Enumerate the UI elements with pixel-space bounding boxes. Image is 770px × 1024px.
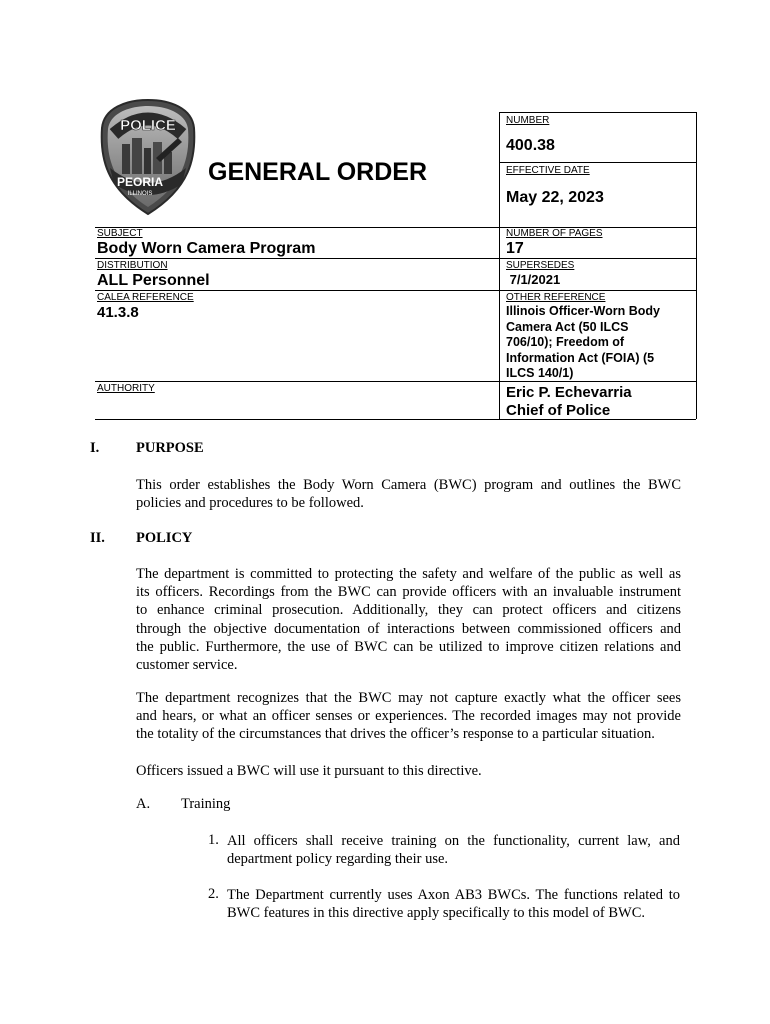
subsection-heading-training: Training (181, 796, 231, 812)
document-title: GENERAL ORDER (208, 158, 428, 186)
section-heading-policy: POLICY (136, 530, 193, 546)
supersedes-label: SUPERSEDES (506, 260, 575, 271)
effective-date: May 22, 2023 (506, 189, 604, 206)
distribution-value: ALL Personnel (97, 272, 210, 289)
police-badge-icon (100, 98, 196, 216)
section-heading-purpose: PURPOSE (136, 440, 204, 456)
other-reference: Illinois Officer-Worn Body Camera Act (50 ILCS 706/10); Freedom of Information Act (FOIA) (5 ILCS 140/1) (506, 304, 660, 380)
pages-count: 17 (506, 240, 524, 257)
supersedes-date: 7/1/2021 (506, 272, 561, 287)
subject-value: Body Worn Camera Program (97, 240, 316, 257)
subsection-number: A. (136, 796, 151, 812)
policy-paragraph-1: The department is committed to protecting the safety and welfare of the public as well as its officers. Recordings from the BWC can provide officers with an invaluable instrument to enhance criminal prosecution. Additionally, they can protect officers and citizens through the objective documentation of interactions between commissioned officers and the public. Furthermore, the use of BWC can be utilized to improve citizen relations and customer service. (136, 566, 681, 674)
effective-date-label: EFFECTIVE DATE (506, 165, 590, 176)
section-number: II. (90, 530, 105, 546)
policy-paragraph-3: Officers issued a BWC will use it pursuant to this directive. (136, 763, 482, 779)
other-reference-label: OTHER REFERENCE (506, 292, 606, 303)
purpose-paragraph: This order establishes the Body Worn Camera (BWC) program and outlines the BWC policies and procedures to be followed. (136, 477, 681, 512)
table-border-top (499, 112, 696, 113)
calea-value: 41.3.8 (97, 304, 139, 321)
svg-text:ILLINOIS: ILLINOIS (127, 191, 153, 197)
list-item-number: 2. (208, 886, 219, 902)
table-rule (95, 227, 696, 228)
number-label: NUMBER (506, 115, 550, 126)
table-border-right (696, 112, 697, 419)
authority-name: Eric P. Echevarria (506, 384, 632, 401)
section-number: I. (90, 440, 100, 456)
svg-text:POLICE: POLICE (120, 117, 176, 134)
table-rule (95, 290, 696, 291)
order-number: 400.38 (506, 137, 555, 154)
table-rule (499, 162, 696, 163)
svg-text:PEORIA: PEORIA (116, 175, 164, 189)
list-item-number: 1. (208, 832, 219, 848)
list-item: The Department currently uses Axon AB3 BWCs. The functions related to BWC features in this directive apply specifically to this model of BWC. (227, 887, 680, 922)
subject-label: SUBJECT (97, 228, 143, 239)
authority-title: Chief of Police (506, 402, 611, 419)
table-divider (499, 112, 500, 419)
list-item: All officers shall receive training on the functionality, current law, and department policy regarding their use. (227, 833, 680, 868)
authority-label: AUTHORITY (97, 383, 155, 394)
table-rule (95, 258, 696, 259)
pages-label: NUMBER OF PAGES (506, 228, 603, 239)
policy-paragraph-2: The department recognizes that the BWC may not capture exactly what the officer sees and hears, or what an officer senses or experiences. The recorded images may not provide the totality of the circumstances that drives the officer’s response to a particular situation. (136, 690, 681, 743)
distribution-label: DISTRIBUTION (97, 260, 168, 271)
calea-label: CALEA REFERENCE (97, 292, 194, 303)
